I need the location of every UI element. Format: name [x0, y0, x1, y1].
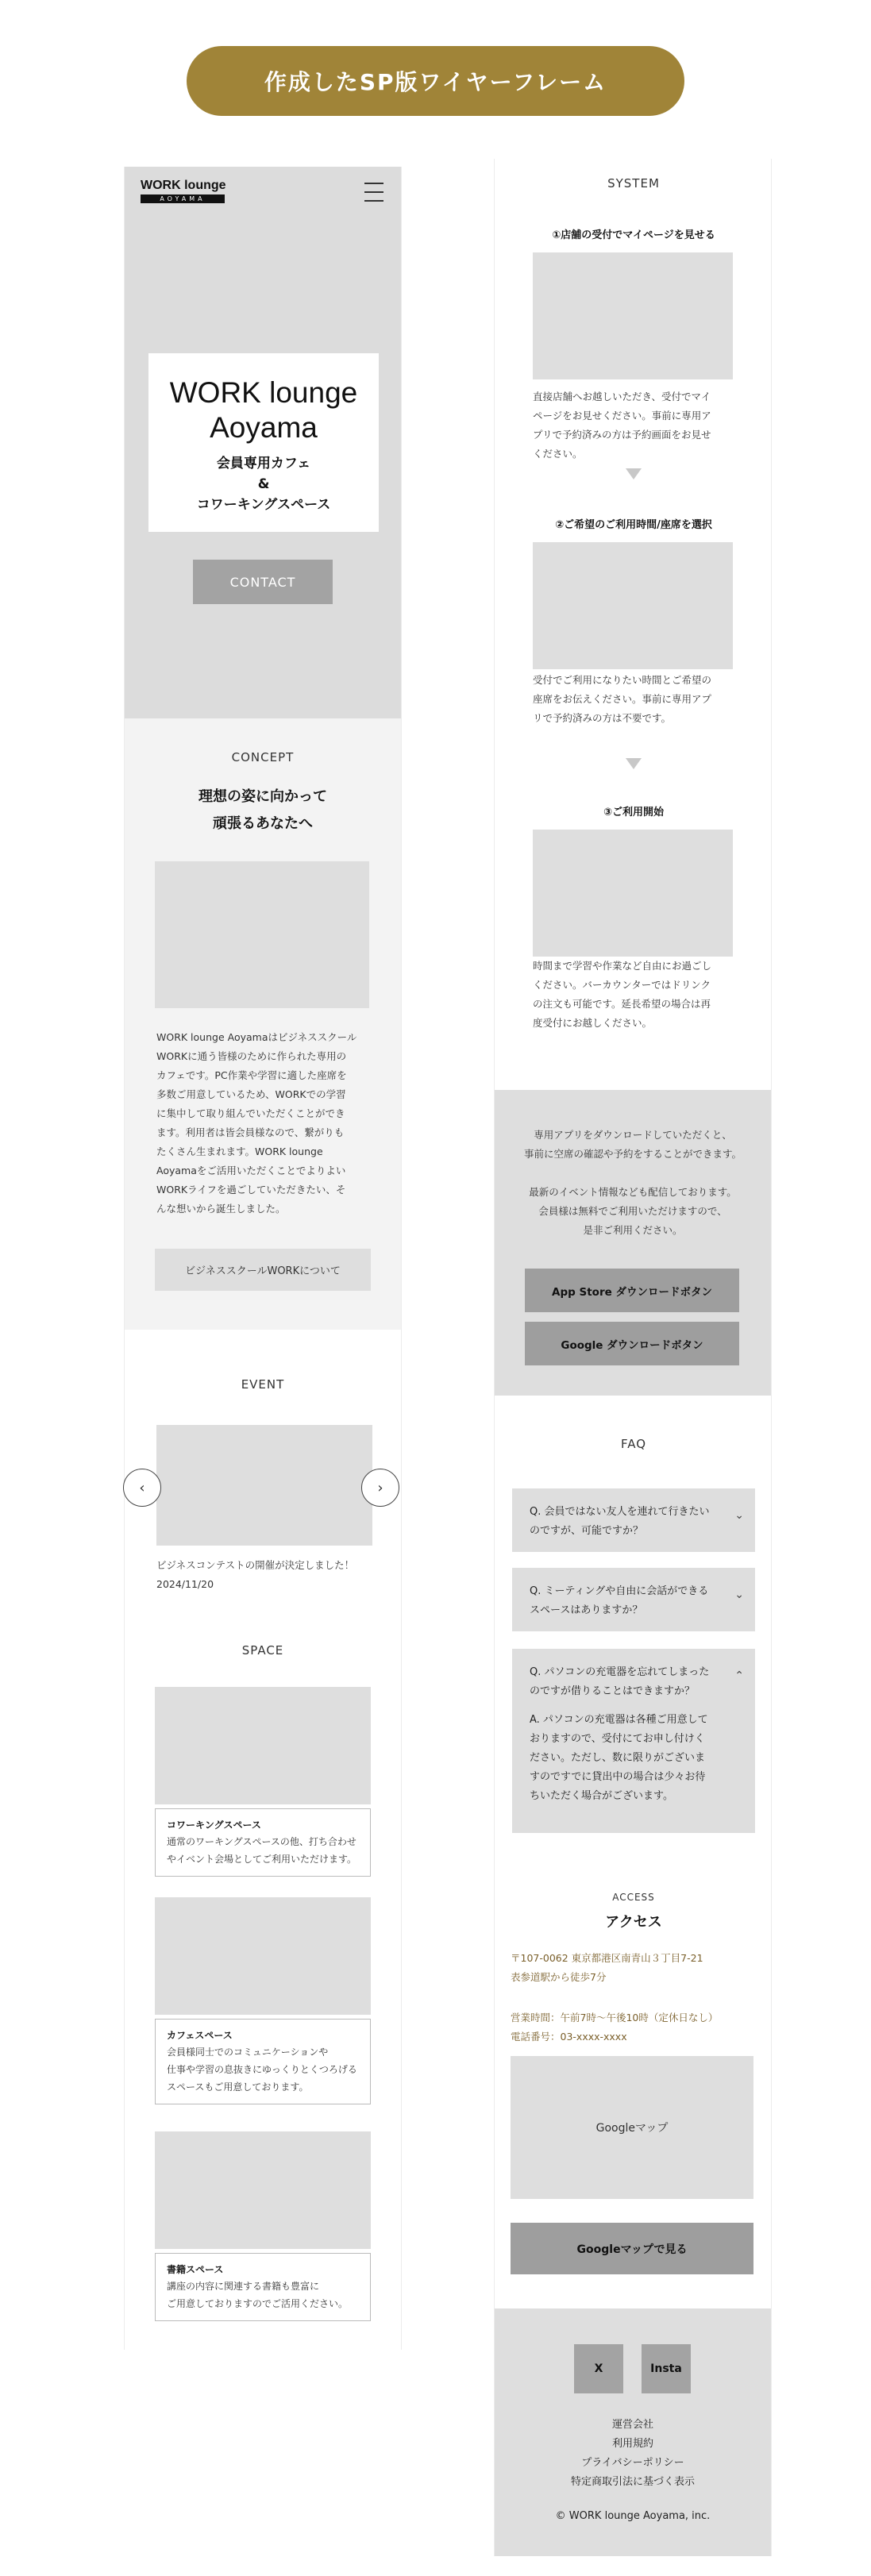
appstore-download-button[interactable]: App Store ダウンロードボタン [525, 1269, 739, 1312]
step-image-placeholder [533, 830, 733, 957]
app-description-line [495, 1164, 771, 1183]
address-line: 〒107-0062 東京都港区南青山３丁目7-21 [511, 1952, 703, 1964]
concept-section [125, 718, 401, 1330]
step-title: ③ご利用開始 [603, 807, 664, 818]
concept-body-line: Aoyamaをご活用いただくことでよりよい [156, 1165, 346, 1176]
faq-question-line: Q. 会員ではない友人を連れて行きたい [530, 1506, 710, 1518]
site-logo[interactable] [141, 179, 226, 203]
faq-label: FAQ [620, 1437, 647, 1451]
space-card [155, 2019, 371, 2104]
access-label: ACCESS [612, 1892, 655, 1903]
carousel-prev-button[interactable]: ‹ [123, 1469, 161, 1507]
faq-answer-line: ださい。ただし、数に限りがございま [530, 1752, 706, 1764]
event-label: EVENT [241, 1377, 285, 1392]
step-text-line: 受付でご利用になりたい時間とご希望の [533, 674, 712, 686]
hero-subtitle-line2: & [257, 476, 270, 492]
concept-body-line: 多数ご用意しているため、WORKでの学習 [156, 1088, 346, 1100]
space-card-desc: やイベント会場としてご利用いただけます。 [167, 1854, 357, 1865]
concept-body-line: WORK lounge Aoyamaはビジネススクール [156, 1031, 357, 1043]
step-title: ②ご希望のご利用時間/座席を選択 [555, 519, 712, 531]
hero-title-line1: WORK lounge [169, 376, 358, 409]
step-text-line: ページをお見せください。事前に専用ア [533, 410, 711, 422]
space-card [155, 1808, 371, 1877]
step-text-line: 直接店舗へお越しいただき、受付でマイ [533, 391, 711, 402]
hero-title-line2: Aoyama [210, 411, 318, 444]
access-info [511, 2008, 765, 2047]
chevron-up-icon[interactable]: ⌃ [734, 1669, 744, 1682]
footer [495, 2308, 771, 2556]
hero-section [125, 167, 401, 718]
space-card-title: コワーキングスペース [167, 1819, 261, 1831]
faq-answer-line: すのですでに貸出中の場合は少々お待 [530, 1771, 706, 1783]
concept-body-line: カフェです。PC作業や学習に適した座席を [156, 1069, 347, 1081]
concept-body-line: たくさん生まれます。WORK lounge [156, 1146, 323, 1157]
event-caption[interactable]: ビジネスコンテストの開催が決定しました！ [156, 1559, 355, 1571]
faq-item[interactable] [512, 1568, 755, 1631]
space-card-desc: 通常のワーキングスペースの他、打ち合わせ [167, 1836, 356, 1847]
footer-link-privacy[interactable]: プライバシーポリシー [581, 2457, 684, 2469]
right-wireframe-column [494, 159, 772, 2556]
app-description-line: 会員様は無料でご利用いただけますので、 [538, 1205, 727, 1217]
google-map-placeholder[interactable]: Googleマップ [511, 2056, 753, 2199]
concept-image-placeholder [155, 861, 369, 1008]
x-sns-button[interactable]: X [574, 2344, 623, 2393]
faq-item-expanded[interactable] [512, 1649, 755, 1833]
left-wireframe-column [124, 167, 402, 2350]
address-line: 表参道駅から徒歩7分 [511, 1971, 607, 1983]
app-description-line: 是非ご利用ください。 [583, 1224, 683, 1236]
faq-answer [530, 1711, 728, 1806]
space-image-placeholder [155, 1687, 371, 1804]
step-image-placeholder [533, 252, 733, 379]
faq-question-line: スペースはありますか？ [530, 1604, 643, 1616]
step-text-line: ください。 [533, 448, 583, 460]
space-image-placeholder [155, 2131, 371, 2249]
carousel-next-button[interactable]: › [361, 1469, 399, 1507]
step-text [533, 387, 739, 464]
instagram-sns-button[interactable]: Insta [642, 2344, 691, 2393]
step-text-line: プリで予約済みの方は予約画面をお見せ [533, 429, 711, 441]
concept-heading [125, 784, 401, 837]
space-card-title: 書籍スペース [167, 2264, 224, 2275]
down-arrow-icon [626, 758, 642, 769]
space-card-desc: 仕事や学習の息抜きにゆっくりとくつろげる [167, 2064, 357, 2075]
concept-body [156, 1028, 375, 1219]
hero-card [148, 353, 379, 532]
space-card-desc: 講座の内容に関連する書籍も豊富に [167, 2281, 320, 2292]
concept-heading-line1: 理想の姿に向かって [198, 788, 327, 805]
system-label: SYSTEM [607, 176, 660, 191]
access-address [511, 1949, 765, 1987]
faq-question-line: のですが、可能ですか？ [530, 1525, 644, 1537]
concept-label: CONCEPT [231, 750, 295, 764]
step-text [533, 957, 739, 1033]
concept-body-line: ます。利用者は皆会員様なので、繋がりも [156, 1126, 345, 1138]
phone-number: 電話番号：03-xxxx-xxxx [511, 2031, 627, 2043]
contact-button[interactable]: CONTACT [193, 560, 333, 604]
app-description-line: 最新のイベント情報なども配信しております。 [529, 1186, 737, 1198]
space-card-desc: ご用意しておりますのでご活用ください。 [167, 2298, 349, 2309]
space-card-title: カフェスペース [167, 2030, 233, 2041]
step-text-line: リで予約済みの方は不要です。 [533, 712, 672, 724]
step-text-line: 時間まで学習や作業など自由にお過ごし [533, 960, 712, 972]
faq-question-line: Q. ミーティングや自由に会話ができる [530, 1585, 709, 1597]
space-label: SPACE [241, 1643, 284, 1658]
app-download-section [495, 1090, 771, 1396]
step-text-line: ください。バーカウンターではドリンク [533, 979, 711, 991]
logo-title: WORK lounge [141, 179, 226, 192]
concept-heading-line2: 頑張るあなたへ [213, 815, 313, 832]
space-card-desc: スペースもご用意しております。 [167, 2081, 309, 2093]
faq-answer-line: おりますので、受付にてお申し付けく [530, 1733, 705, 1745]
page-banner: 作成したSP版ワイヤーフレーム [187, 46, 684, 116]
concept-body-line: に集中して取り組んでいただくことができ [156, 1107, 345, 1119]
step-image-placeholder [533, 542, 733, 669]
event-date: 2024/11/20 [156, 1578, 214, 1590]
concept-body-line: WORKライフを過ごしていただきたい、そ [156, 1184, 346, 1196]
footer-link-tokushoho[interactable]: 特定商取引法に基づく表示 [570, 2476, 695, 2488]
step-text-line: 座席をお伝えください。事前に専用アプ [533, 693, 712, 705]
google-download-button[interactable]: Google ダウンロードボタン [525, 1322, 739, 1365]
chevron-down-icon[interactable]: ⌄ [734, 1588, 744, 1601]
hamburger-menu-icon[interactable] [364, 183, 383, 203]
space-image-placeholder [155, 1897, 371, 2015]
workschool-about-button[interactable]: ビジネススクールWORKについて [155, 1249, 371, 1291]
faq-item[interactable] [512, 1488, 755, 1552]
space-card [155, 2253, 371, 2321]
step-title: ①店舗の受付でマイページを見せる [552, 229, 715, 241]
faq-question-line: Q. パソコンの充電器を忘れてしまった [530, 1666, 710, 1678]
logo-subtitle: AOYAMA [141, 194, 225, 203]
faq-answer-line: ちいただく場合がございます。 [530, 1790, 673, 1802]
copyright: © WORK lounge Aoyama, inc. [555, 2510, 711, 2522]
faq-answer-line: A. パソコンの充電器は各種ご用意して [530, 1714, 708, 1726]
business-hours: 営業時間：午前7時〜午後10時（定休日なし） [511, 2012, 719, 2023]
step-text-line: 度受付にお越しください。 [533, 1017, 653, 1029]
step-text-line: の注文も可能です。延長希望の場合は再 [533, 998, 711, 1010]
step-text [533, 671, 739, 728]
event-image-placeholder [156, 1425, 372, 1546]
space-card-desc: 会員様同士でのコミュニケーションや [167, 2047, 329, 2058]
access-heading: アクセス [605, 1914, 662, 1931]
chevron-down-icon[interactable]: ⌄ [734, 1509, 744, 1522]
hero-subtitle-line1: 会員専用カフェ [216, 456, 311, 472]
app-description-line: 事前に空席の確認や予約をすることができます。 [523, 1148, 742, 1160]
footer-link-terms[interactable]: 利用規約 [611, 2438, 653, 2450]
faq-question-line: のですが借りることはできますか？ [530, 1685, 696, 1697]
app-description [495, 1126, 771, 1240]
concept-body-line: WORKに通う皆様のために作られた専用の [156, 1050, 347, 1062]
view-google-map-button[interactable]: Googleマップで見る [511, 2223, 753, 2274]
app-description-line: 専用アプリをダウンロードしていただくと、 [534, 1129, 732, 1141]
hero-subtitle-line3: コワーキングスペース [196, 497, 331, 513]
concept-body-line: んな想いから誕生しました。 [156, 1203, 286, 1215]
footer-link-company[interactable]: 運営会社 [611, 2419, 653, 2431]
down-arrow-icon [626, 468, 642, 479]
